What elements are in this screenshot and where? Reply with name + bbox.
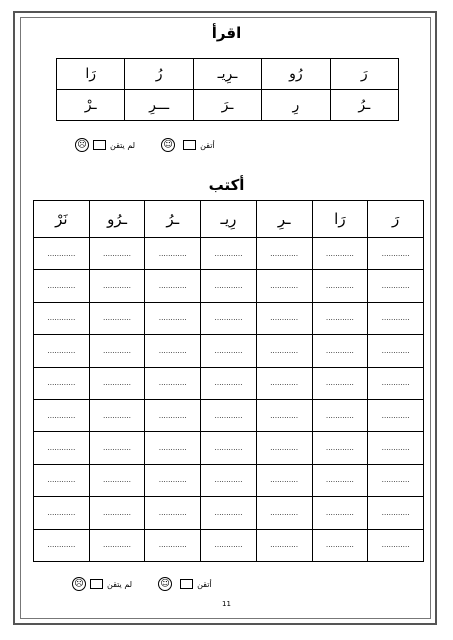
write-blank-cell[interactable]: ………… bbox=[89, 399, 145, 431]
rating-good-label: أتقن bbox=[197, 579, 212, 589]
write-blank-cell[interactable]: ………… bbox=[256, 399, 312, 431]
write-blank-cell[interactable]: ………… bbox=[368, 464, 424, 496]
write-table bbox=[33, 200, 424, 562]
read-row bbox=[57, 90, 399, 121]
write-blank-cell[interactable]: ………… bbox=[256, 497, 312, 529]
write-blank-cell[interactable]: ………… bbox=[312, 335, 368, 367]
write-blank-cell[interactable]: ………… bbox=[145, 270, 201, 302]
write-row bbox=[34, 497, 424, 529]
frown-icon: ☹ bbox=[75, 138, 89, 152]
write-blank-cell[interactable]: ………… bbox=[256, 335, 312, 367]
write-blank-cell[interactable]: ………… bbox=[368, 238, 424, 270]
write-blank-cell[interactable]: ………… bbox=[145, 529, 201, 561]
rating-bad-checkbox[interactable] bbox=[93, 140, 106, 150]
write-blank-cell[interactable]: ………… bbox=[145, 335, 201, 367]
write-blank-cell[interactable]: ………… bbox=[312, 270, 368, 302]
write-blank-cell[interactable]: ………… bbox=[368, 302, 424, 334]
write-header-cell: نَرْ bbox=[34, 201, 90, 238]
write-blank-cell[interactable]: ………… bbox=[145, 497, 201, 529]
read-title: اقرأ bbox=[211, 24, 242, 42]
write-blank-cell[interactable]: ………… bbox=[256, 367, 312, 399]
write-blank-cell[interactable]: ………… bbox=[201, 335, 257, 367]
write-header-row bbox=[34, 201, 424, 238]
write-blank-cell[interactable]: ………… bbox=[201, 367, 257, 399]
write-blank-cell[interactable]: ………… bbox=[368, 529, 424, 561]
write-row bbox=[34, 238, 424, 270]
write-blank-cell[interactable]: ………… bbox=[145, 464, 201, 496]
write-blank-cell[interactable]: ………… bbox=[256, 529, 312, 561]
write-blank-cell[interactable]: ………… bbox=[312, 529, 368, 561]
smile-icon: ☺ bbox=[161, 138, 175, 152]
read-row bbox=[57, 59, 399, 90]
write-blank-cell[interactable]: ………… bbox=[201, 529, 257, 561]
read-cell: ـرِيـ bbox=[193, 59, 261, 90]
write-blank-cell[interactable]: ………… bbox=[201, 497, 257, 529]
write-blank-cell[interactable]: ………… bbox=[368, 367, 424, 399]
write-row bbox=[34, 529, 424, 561]
write-row bbox=[34, 335, 424, 367]
rating-good-checkbox[interactable] bbox=[183, 140, 196, 150]
write-blank-cell[interactable]: ………… bbox=[145, 238, 201, 270]
write-blank-cell[interactable]: ………… bbox=[34, 464, 90, 496]
write-blank-cell[interactable]: ………… bbox=[145, 432, 201, 464]
write-blank-cell[interactable]: ………… bbox=[312, 367, 368, 399]
write-blank-cell[interactable]: ………… bbox=[34, 497, 90, 529]
write-title: أكتب bbox=[208, 176, 245, 194]
read-cell: رُ bbox=[125, 59, 193, 90]
write-row bbox=[34, 432, 424, 464]
write-blank-cell[interactable]: ………… bbox=[312, 464, 368, 496]
write-row bbox=[34, 270, 424, 302]
write-blank-cell[interactable]: ………… bbox=[312, 399, 368, 431]
write-blank-cell[interactable]: ………… bbox=[34, 432, 90, 464]
frown-icon: ☹ bbox=[72, 577, 86, 591]
rating-bad-label: لم يتقن bbox=[110, 140, 136, 150]
write-header-cell: ـرُو bbox=[89, 201, 145, 238]
write-row bbox=[34, 302, 424, 334]
write-blank-cell[interactable]: ………… bbox=[34, 335, 90, 367]
write-blank-cell[interactable]: ………… bbox=[201, 238, 257, 270]
write-blank-cell[interactable]: ………… bbox=[312, 497, 368, 529]
read-cell: رَ bbox=[330, 59, 398, 90]
write-header-cell: ـرُ bbox=[145, 201, 201, 238]
write-row bbox=[34, 464, 424, 496]
write-blank-cell[interactable]: ………… bbox=[312, 238, 368, 270]
write-blank-cell[interactable]: ………… bbox=[256, 432, 312, 464]
rating-bad-checkbox[interactable] bbox=[90, 579, 103, 589]
read-cell: رُو bbox=[262, 59, 330, 90]
write-blank-cell[interactable]: ………… bbox=[89, 432, 145, 464]
rating-top bbox=[75, 138, 215, 152]
write-blank-cell[interactable]: ………… bbox=[34, 302, 90, 334]
write-blank-cell[interactable]: ………… bbox=[256, 238, 312, 270]
write-blank-cell[interactable]: ………… bbox=[34, 399, 90, 431]
write-blank-cell[interactable]: ………… bbox=[201, 464, 257, 496]
write-blank-cell[interactable]: ………… bbox=[89, 367, 145, 399]
write-header-cell: رَا bbox=[312, 201, 368, 238]
write-blank-cell[interactable]: ………… bbox=[89, 302, 145, 334]
read-cell: ـرُ bbox=[330, 90, 398, 121]
write-blank-cell[interactable]: ………… bbox=[312, 302, 368, 334]
rating-bad-label: لم يتقن bbox=[107, 579, 133, 589]
write-blank-cell[interactable]: ………… bbox=[34, 270, 90, 302]
write-blank-cell[interactable]: ………… bbox=[89, 497, 145, 529]
read-cell: ـرْ bbox=[57, 90, 125, 121]
read-cell: رِ bbox=[262, 90, 330, 121]
write-blank-cell[interactable]: ………… bbox=[368, 270, 424, 302]
write-header-cell: رِيـ bbox=[201, 201, 257, 238]
page-number: 11 bbox=[222, 600, 231, 608]
write-blank-cell[interactable]: ………… bbox=[34, 238, 90, 270]
write-blank-cell[interactable]: ………… bbox=[89, 335, 145, 367]
write-blank-cell[interactable]: ………… bbox=[368, 335, 424, 367]
write-blank-cell[interactable]: ………… bbox=[256, 464, 312, 496]
read-table bbox=[56, 58, 399, 121]
write-blank-cell[interactable]: ………… bbox=[89, 464, 145, 496]
write-blank-cell[interactable]: ………… bbox=[368, 432, 424, 464]
write-row bbox=[34, 399, 424, 431]
write-blank-cell[interactable]: ………… bbox=[34, 367, 90, 399]
write-blank-cell[interactable]: ………… bbox=[89, 529, 145, 561]
write-blank-cell[interactable]: ………… bbox=[89, 238, 145, 270]
write-blank-cell[interactable]: ………… bbox=[256, 270, 312, 302]
write-blank-cell[interactable]: ………… bbox=[201, 399, 257, 431]
write-blank-cell[interactable]: ………… bbox=[368, 399, 424, 431]
write-blank-cell[interactable]: ………… bbox=[312, 432, 368, 464]
write-blank-cell[interactable]: ………… bbox=[145, 367, 201, 399]
read-cell: ـــرِ bbox=[125, 90, 193, 121]
write-blank-cell[interactable]: ………… bbox=[34, 529, 90, 561]
read-cell: ـرَ bbox=[193, 90, 261, 121]
write-blank-cell[interactable]: ………… bbox=[201, 432, 257, 464]
write-blank-cell[interactable]: ………… bbox=[145, 399, 201, 431]
rating-bottom bbox=[72, 577, 212, 591]
write-blank-cell[interactable]: ………… bbox=[256, 302, 312, 334]
write-header-cell: رَ bbox=[368, 201, 424, 238]
write-blank-cell[interactable]: ………… bbox=[145, 302, 201, 334]
write-row bbox=[34, 367, 424, 399]
write-blank-cell[interactable]: ………… bbox=[201, 302, 257, 334]
smile-icon: ☺ bbox=[158, 577, 172, 591]
write-header-cell: ـرِ bbox=[256, 201, 312, 238]
rating-good-label: أتقن bbox=[200, 140, 215, 150]
read-cell: رَا bbox=[57, 59, 125, 90]
rating-good-checkbox[interactable] bbox=[180, 579, 193, 589]
write-blank-cell[interactable]: ………… bbox=[201, 270, 257, 302]
write-blank-cell[interactable]: ………… bbox=[89, 270, 145, 302]
write-blank-cell[interactable]: ………… bbox=[368, 497, 424, 529]
